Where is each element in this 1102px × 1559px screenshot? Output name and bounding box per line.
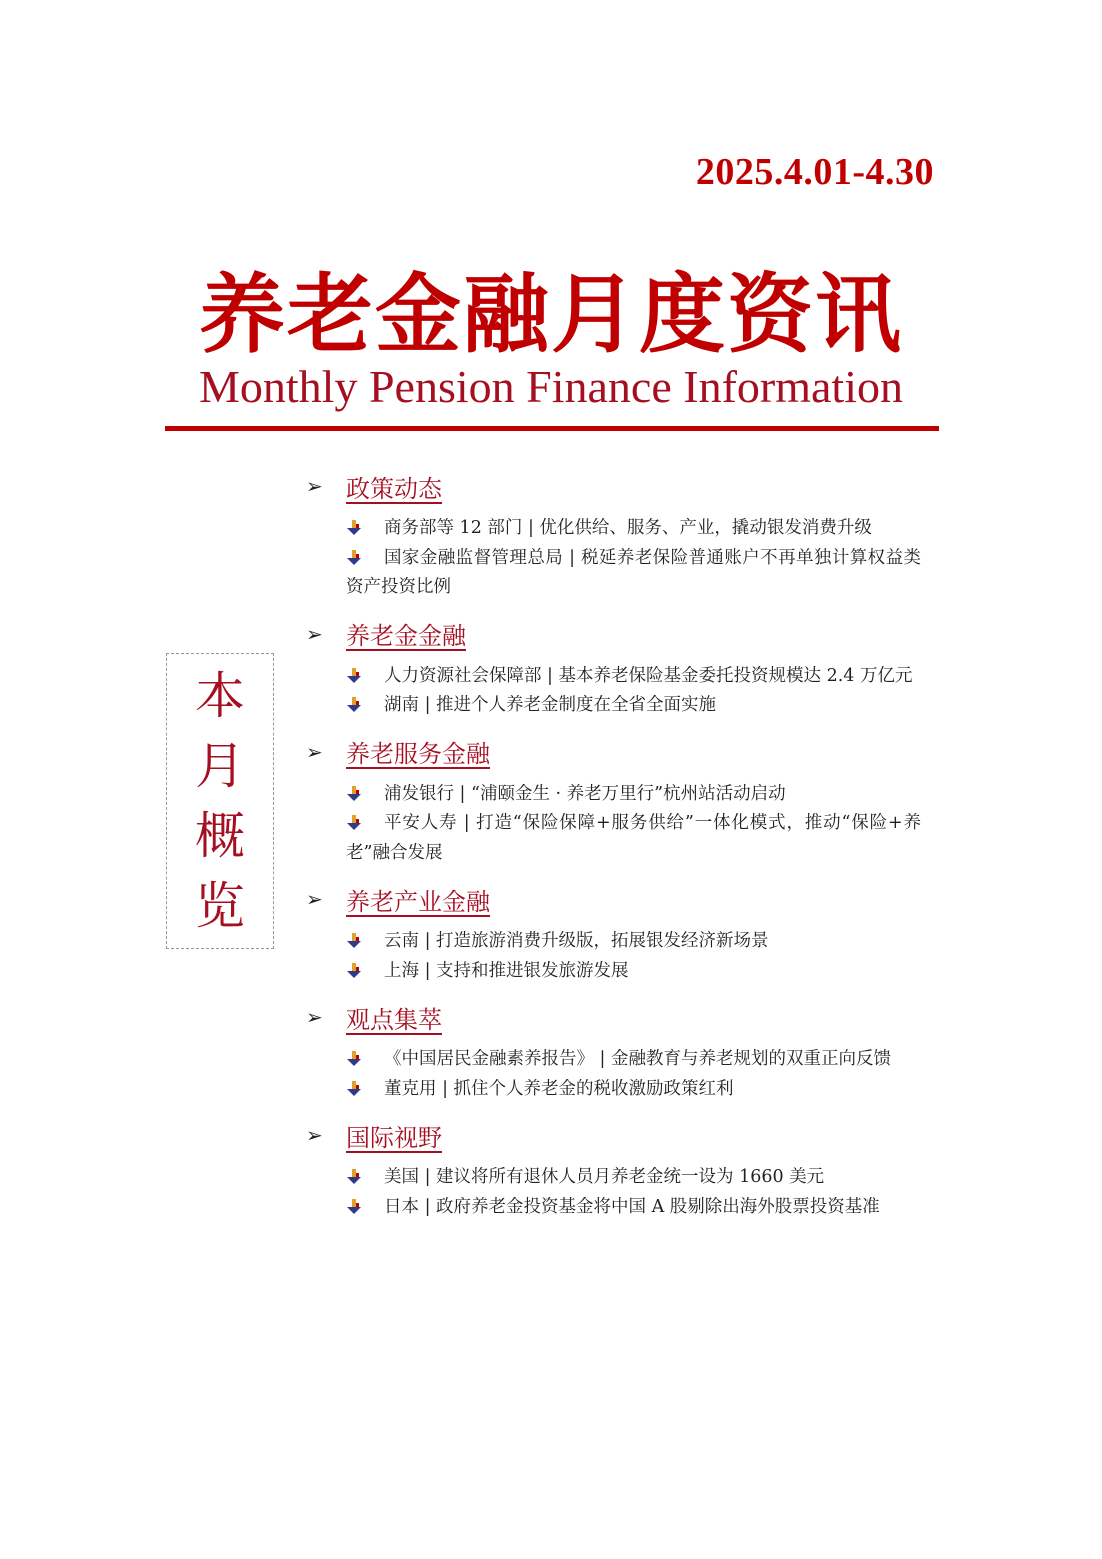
side-label-char: 概 [195, 807, 245, 865]
list-item [346, 1075, 921, 1105]
list-item [346, 544, 921, 603]
side-label-char: 览 [195, 877, 245, 935]
side-label-char: 月 [195, 737, 245, 795]
section-title-link[interactable]: 养老服务金融 [346, 740, 490, 768]
date-range: 2025.4.01-4.30 [695, 151, 934, 193]
bullet-arrow-icon [346, 1199, 362, 1215]
list-item [346, 662, 921, 692]
list-item-text: 云南 | 打造旅游消费升级版，拓展银发经济新场景 [384, 931, 769, 951]
bullet-arrow-icon [346, 550, 362, 566]
bullet-arrow-icon [346, 1169, 362, 1185]
section-title-link[interactable]: 国际视野 [346, 1123, 442, 1152]
bullet-arrow-icon [346, 815, 362, 831]
section-international [306, 1117, 921, 1222]
section-policy-news [306, 468, 921, 603]
section-opinions [306, 999, 921, 1104]
list-item-text: 商务部等 12 部门 | 优化供给、服务、产业，撬动银发消费升级 [384, 518, 872, 538]
section-pension-fund-finance [306, 616, 921, 721]
bullet-arrow-icon [346, 963, 362, 979]
bullet-arrow-icon [346, 520, 362, 536]
list-item [346, 1193, 921, 1223]
list-item-text: 上海 | 支持和推进银发旅游发展 [384, 960, 629, 981]
bullet-arrow-icon [346, 697, 362, 713]
bullet-arrow-icon [346, 933, 362, 949]
side-label-char: 本 [195, 667, 245, 725]
arrow-right-icon: ➢ [306, 739, 323, 764]
list-item [346, 1045, 921, 1075]
arrow-right-icon: ➢ [306, 1123, 323, 1147]
arrow-right-icon: ➢ [306, 887, 323, 911]
list-item-text: 《中国居民金融素养报告》 | 金融教育与养老规划的双重正向反馈 [384, 1049, 892, 1069]
list-item-text: 日本 | 政府养老金投资基金将中国 A 股剔除出海外股票投资基准 [384, 1196, 880, 1217]
list-item [346, 691, 921, 721]
list-item [346, 957, 921, 987]
section-pension-service-finance [306, 734, 921, 869]
list-item-text: 浦发银行 | “浦颐金生 · 养老万里行”杭州站活动启动 [384, 783, 786, 804]
list-item-text: 董克用 | 抓住个人养老金的税收激励政策红利 [384, 1078, 734, 1099]
list-item-text: 美国 | 建议将所有退休人员月养老金统一设为 1660 美元 [384, 1167, 825, 1187]
section-title-link[interactable]: 观点集萃 [346, 1005, 442, 1034]
bullet-arrow-icon [346, 668, 362, 684]
arrow-right-icon: ➢ [306, 621, 323, 646]
list-item [346, 809, 921, 868]
list-item [346, 780, 921, 810]
list-item-text: 国家金融监督管理总局 | 税延养老保险普通账户不再单独计算权益类资产投资比例 [346, 547, 921, 597]
bullet-arrow-icon [346, 786, 362, 802]
arrow-right-icon: ➢ [306, 1005, 323, 1029]
arrow-right-icon: ➢ [306, 474, 323, 498]
list-item [346, 514, 921, 544]
page-title-chinese: 养老金融月度资讯 [199, 264, 903, 365]
list-item-text: 平安人寿 | 打造“保险保障+服务供给”一体化模式，推动“保险+养老”融合发展 [346, 813, 921, 863]
list-item [346, 927, 921, 957]
bullet-arrow-icon [346, 1051, 362, 1067]
section-title-link[interactable]: 养老金金融 [346, 622, 466, 650]
list-item-text: 人力资源社会保障部 | 基本养老保险基金委托投资规模达 2.4 万亿元 [384, 665, 913, 686]
title-divider [165, 426, 939, 431]
section-title-link[interactable]: 政策动态 [346, 474, 442, 503]
section-title-link[interactable]: 养老产业金融 [346, 887, 490, 916]
section-pension-industry-finance [306, 881, 921, 986]
list-item [346, 1163, 921, 1193]
page-title-english: Monthly Pension Finance Information [199, 361, 903, 412]
contents-list [306, 468, 921, 1235]
list-item-text: 湖南 | 推进个人养老金制度在全省全面实施 [384, 695, 717, 715]
bullet-arrow-icon [346, 1081, 362, 1097]
monthly-overview-label-box [166, 653, 274, 949]
